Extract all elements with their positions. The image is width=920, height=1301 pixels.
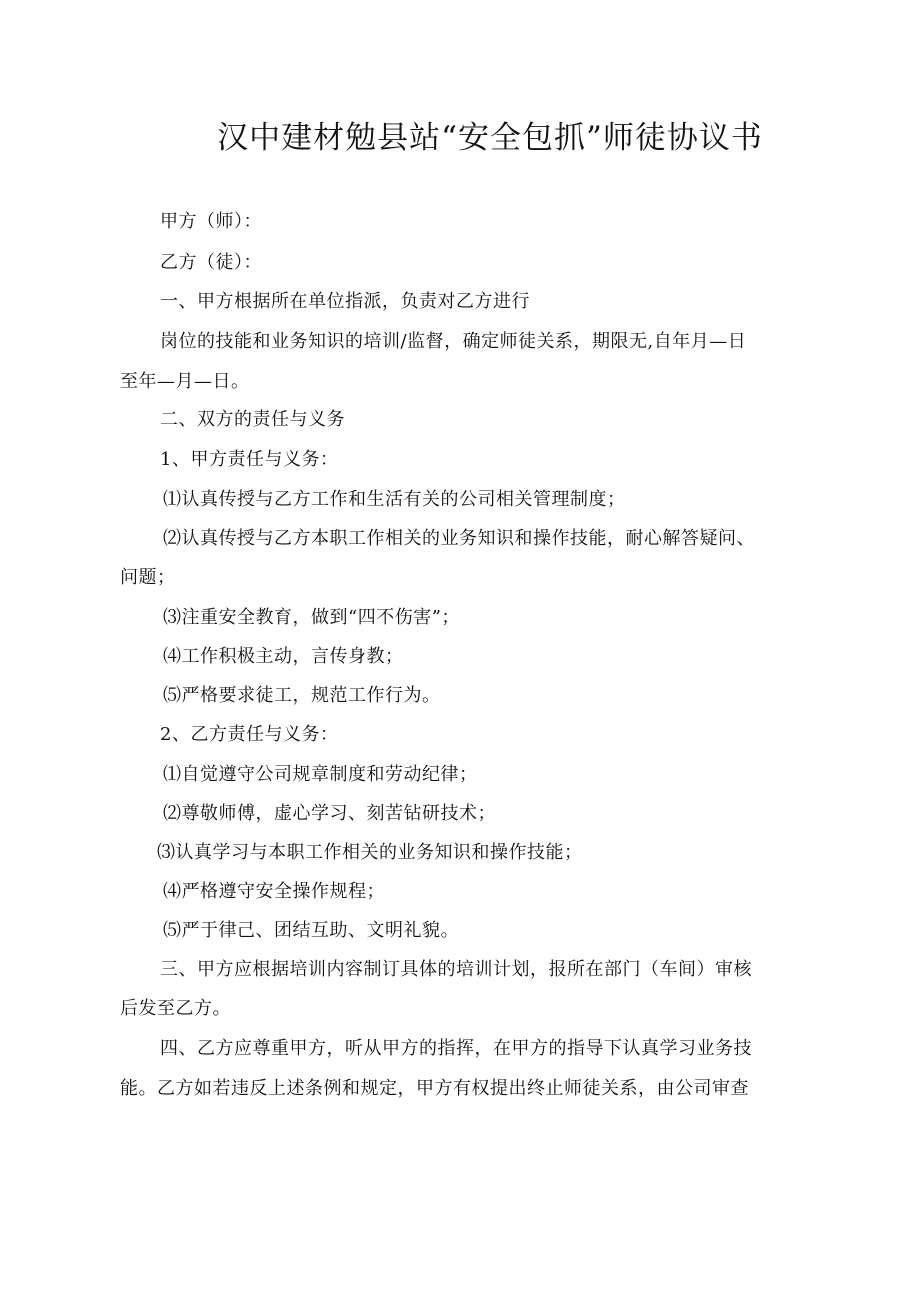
clause-3-line-1: 三、甲方应根据培训内容制订具体的培训计划，报所在部门（车间）审核 bbox=[160, 959, 752, 980]
party-b-duties-heading: 2、乙方责任与义务： bbox=[160, 724, 339, 745]
clause-1-line-2: 岗位的技能和业务知识的培训/监督，确定师徒关系，期限无,自年月—日 bbox=[160, 331, 747, 352]
party-a-duty-3: ⑶注重安全教育，做到“四不伤害”； bbox=[163, 607, 460, 628]
party-a-line: 甲方（师）： bbox=[160, 211, 262, 232]
party-a-duties-heading: 1、甲方责任与义务： bbox=[160, 449, 339, 470]
party-b-duty-2: ⑵尊敬师傅，虚心学习、刻苦钻研技术； bbox=[163, 803, 496, 824]
party-a-duty-2-cont: 问题； bbox=[120, 567, 176, 588]
party-a-duty-2: ⑵认真传授与乙方本职工作相关的业务知识和操作技能，耐心解答疑问、 bbox=[163, 528, 755, 549]
clause-3-line-2: 后发至乙方。 bbox=[120, 998, 231, 1019]
party-a-duty-4: ⑷工作积极主动，言传身教； bbox=[163, 646, 404, 667]
party-b-duty-1: ⑴自觉遵守公司规章制度和劳动纪律； bbox=[163, 764, 478, 785]
party-a-duty-5: ⑸严格要求徒工，规范工作行为。 bbox=[163, 685, 441, 706]
clause-2-heading: 二、双方的责任与义务 bbox=[160, 409, 345, 430]
party-b-duty-3: ⑶认真学习与本职工作相关的业务知识和操作技能； bbox=[157, 842, 583, 863]
clause-1-line-1: 一、甲方根据所在单位指派，负责对乙方进行 bbox=[160, 291, 530, 312]
clause-1-line-3: 至年—月—日。 bbox=[120, 371, 250, 392]
party-b-line: 乙方（徒）： bbox=[160, 252, 262, 273]
party-b-duty-4: ⑷严格遵守安全操作规程； bbox=[163, 881, 385, 902]
party-b-duty-5: ⑸严于律己、团结互助、文明礼貌。 bbox=[163, 920, 459, 941]
document-title: 汉中建材勉县站“安全包抓”师徒协议书 bbox=[217, 120, 763, 156]
party-a-duty-1: ⑴认真传授与乙方工作和生活有关的公司相关管理制度； bbox=[163, 489, 626, 510]
clause-4-line-1: 四、乙方应尊重甲方，听从甲方的指挥，在甲方的指导下认真学习业务技 bbox=[160, 1038, 752, 1059]
clause-4-line-2: 能。乙方如若违反上述条例和规定，甲方有权提出终止师徒关系，由公司审查 bbox=[120, 1078, 749, 1099]
